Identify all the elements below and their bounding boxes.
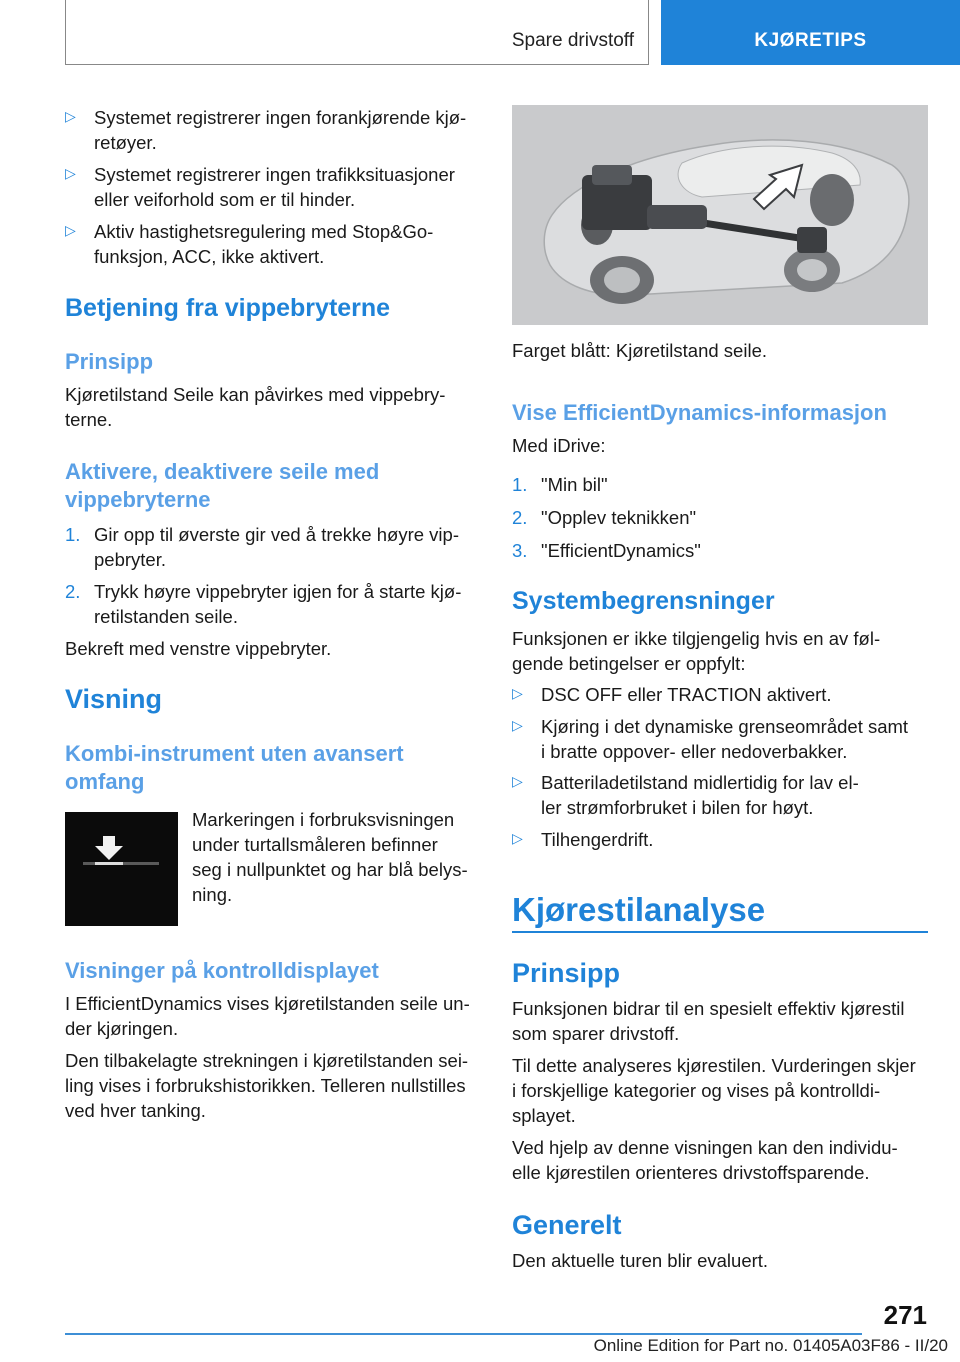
menu-step-label: "Min bil" xyxy=(541,474,608,495)
bullet-item xyxy=(65,162,485,212)
bullet-line: funksjon, ACC, ikke aktivert. xyxy=(94,246,325,267)
header-section-label: Spare drivstoff xyxy=(511,30,634,51)
bullet-line: Systemet registrerer ingen forankjørende kjø- xyxy=(94,107,467,128)
prinsipp2-paragraph-1 xyxy=(512,996,932,1046)
menu-step xyxy=(512,505,696,530)
text-line: terne. xyxy=(65,409,113,430)
bullet-line: Systemet registrerer ingen trafikksituasjoner xyxy=(94,164,455,185)
bullet-line: Tilhengerdrift. xyxy=(541,829,654,850)
bullet-triangle-icon: ▷ xyxy=(512,717,523,733)
step-line: Trykk høyre vippebryter igjen for å starte kjø- xyxy=(94,581,462,602)
step-number: 1. xyxy=(65,524,81,545)
step-number: 1. xyxy=(512,474,528,495)
bullet-line: eller veiforhold som er til hinder. xyxy=(94,189,356,210)
step-number: 2. xyxy=(65,581,81,602)
heading-systembegrensninger: Systembegrensninger xyxy=(512,587,775,615)
visninger-paragraph-1 xyxy=(65,991,485,1041)
bullet-triangle-icon: ▷ xyxy=(65,165,76,181)
text-line: gende betingelser er oppfylt: xyxy=(512,653,746,674)
step-number: 3. xyxy=(512,540,528,561)
step-line: pebryter. xyxy=(94,549,166,570)
prinsipp2-paragraph-3 xyxy=(512,1135,932,1185)
text-line: splayet. xyxy=(512,1105,576,1126)
bullet-triangle-icon: ▷ xyxy=(512,830,523,846)
visninger-paragraph-2 xyxy=(65,1048,485,1123)
image-caption: Farget blått: Kjøretilstand seile. xyxy=(512,340,767,361)
heading-prinsipp-2: Prinsipp xyxy=(512,958,621,988)
text-line: ning. xyxy=(192,884,233,905)
heading-line: Aktivere, deaktivere seile med xyxy=(65,459,380,484)
bullet-line: DSC OFF eller TRACTION aktivert. xyxy=(541,684,832,705)
bullet-line: i bratte oppover- eller nedoverbakker. xyxy=(541,741,848,762)
chapter-title-rule xyxy=(512,931,928,933)
heading-betjening: Betjening fra vippebryterne xyxy=(65,294,391,322)
text-line: ved hver tanking. xyxy=(65,1100,206,1121)
heading-line: omfang xyxy=(65,769,145,794)
text-line: Ved hjelp av denne visningen kan den individu- xyxy=(512,1137,898,1158)
text-line: I EfficientDynamics vises kjøretilstanden seile un- xyxy=(65,993,470,1014)
prinsipp-paragraph xyxy=(65,382,485,432)
heading-vise-efficientdynamics: Vise EfficientDynamics-informasjon xyxy=(512,400,887,425)
bullet-line: retøyer. xyxy=(94,132,157,153)
text-line: Funksjonen bidrar til en spesielt effektiv kjørestil xyxy=(512,998,905,1019)
text-line: Til dette analyseres kjørestilen. Vurderingen skjer xyxy=(512,1055,916,1076)
text-line: Markeringen i forbruksvisningen xyxy=(192,809,455,830)
heading-prinsipp: Prinsipp xyxy=(65,349,154,374)
bullet-item xyxy=(512,770,932,820)
text-line: elle kjørestilen orienteres drivstoffsparende. xyxy=(512,1162,870,1183)
bullet-triangle-icon: ▷ xyxy=(512,685,523,701)
bullet-triangle-icon: ▷ xyxy=(512,773,523,789)
kombi-description xyxy=(192,807,482,907)
text-line: seg i nullpunktet og har blå belys- xyxy=(192,859,468,880)
step-line: retilstanden seile. xyxy=(94,606,238,627)
bullet-item xyxy=(512,682,932,707)
down-arrow-icon xyxy=(65,812,178,926)
bekreft-text: Bekreft med venstre vippebryter. xyxy=(65,638,332,659)
kombi-display-image xyxy=(65,812,178,926)
step-item xyxy=(65,579,485,629)
menu-step-label: "EfficientDynamics" xyxy=(541,540,701,561)
system-paragraph xyxy=(512,626,932,676)
bullet-triangle-icon: ▷ xyxy=(65,108,76,124)
bullet-item xyxy=(512,827,932,852)
footer-rule xyxy=(65,1333,862,1335)
bullet-item xyxy=(512,714,932,764)
heading-visning: Visning xyxy=(65,684,163,714)
heading-generelt: Generelt xyxy=(512,1210,622,1240)
text-line: der kjøringen. xyxy=(65,1018,179,1039)
generelt-text: Den aktuelle turen blir evaluert. xyxy=(512,1250,769,1271)
bullet-item xyxy=(65,219,485,269)
car-illustration-icon xyxy=(512,105,928,325)
heading-line: Kombi-instrument uten avansert xyxy=(65,741,404,766)
text-line: Kjøretilstand Seile kan påvirkes med vippebry- xyxy=(65,384,446,405)
text-line: Funksjonen er ikke tilgjengelig hvis en av føl- xyxy=(512,628,881,649)
bullet-triangle-icon: ▷ xyxy=(65,222,76,238)
heading-line: vippebryterne xyxy=(65,487,211,512)
text-line: under turtallsmåleren befinner xyxy=(192,834,438,855)
text-line: i forskjellige kategorier og vises på kontrolldi- xyxy=(512,1080,881,1101)
car-drivetrain-illustration xyxy=(512,105,928,325)
menu-step xyxy=(512,472,608,497)
text-line: ling vises i forbrukshistorikken. Telleren nullstilles xyxy=(65,1075,466,1096)
heading-visninger: Visninger på kontrolldisplayet xyxy=(65,958,379,983)
menu-step xyxy=(512,538,701,563)
header-chapter-label: KJØRETIPS xyxy=(754,30,867,51)
text-line: Den tilbakelagte strekningen i kjøretilstanden sei- xyxy=(65,1050,469,1071)
heading-kombi xyxy=(65,740,404,796)
footer-edition-text: Online Edition for Part no. 01405A03F86 - II/20 xyxy=(593,1336,948,1355)
prinsipp2-paragraph-2 xyxy=(512,1053,932,1128)
step-line: Gir opp til øverste gir ved å trekke høyre vip- xyxy=(94,524,459,545)
bullet-line: Batteriladetilstand midlertidig for lav el- xyxy=(541,772,859,793)
bullet-line: ler strømforbruket i bilen for høyt. xyxy=(541,797,814,818)
bullet-item xyxy=(65,105,485,155)
med-idrive-text: Med iDrive: xyxy=(512,435,606,456)
chapter-title-kjorestilanalyse: Kjørestilanalyse xyxy=(512,891,766,928)
header-chapter-tab xyxy=(661,0,960,65)
step-item xyxy=(65,522,485,572)
page-number: 271 xyxy=(883,1300,927,1330)
header-section-tab xyxy=(65,0,649,65)
text-line: som sparer drivstoff. xyxy=(512,1023,680,1044)
heading-aktivere xyxy=(65,458,379,514)
step-number: 2. xyxy=(512,507,528,528)
bullet-line: Aktiv hastighetsregulering med Stop&Go- xyxy=(94,221,434,242)
menu-step-label: "Opplev teknikken" xyxy=(541,507,697,528)
bullet-line: Kjøring i det dynamiske grenseområdet samt xyxy=(541,716,909,737)
